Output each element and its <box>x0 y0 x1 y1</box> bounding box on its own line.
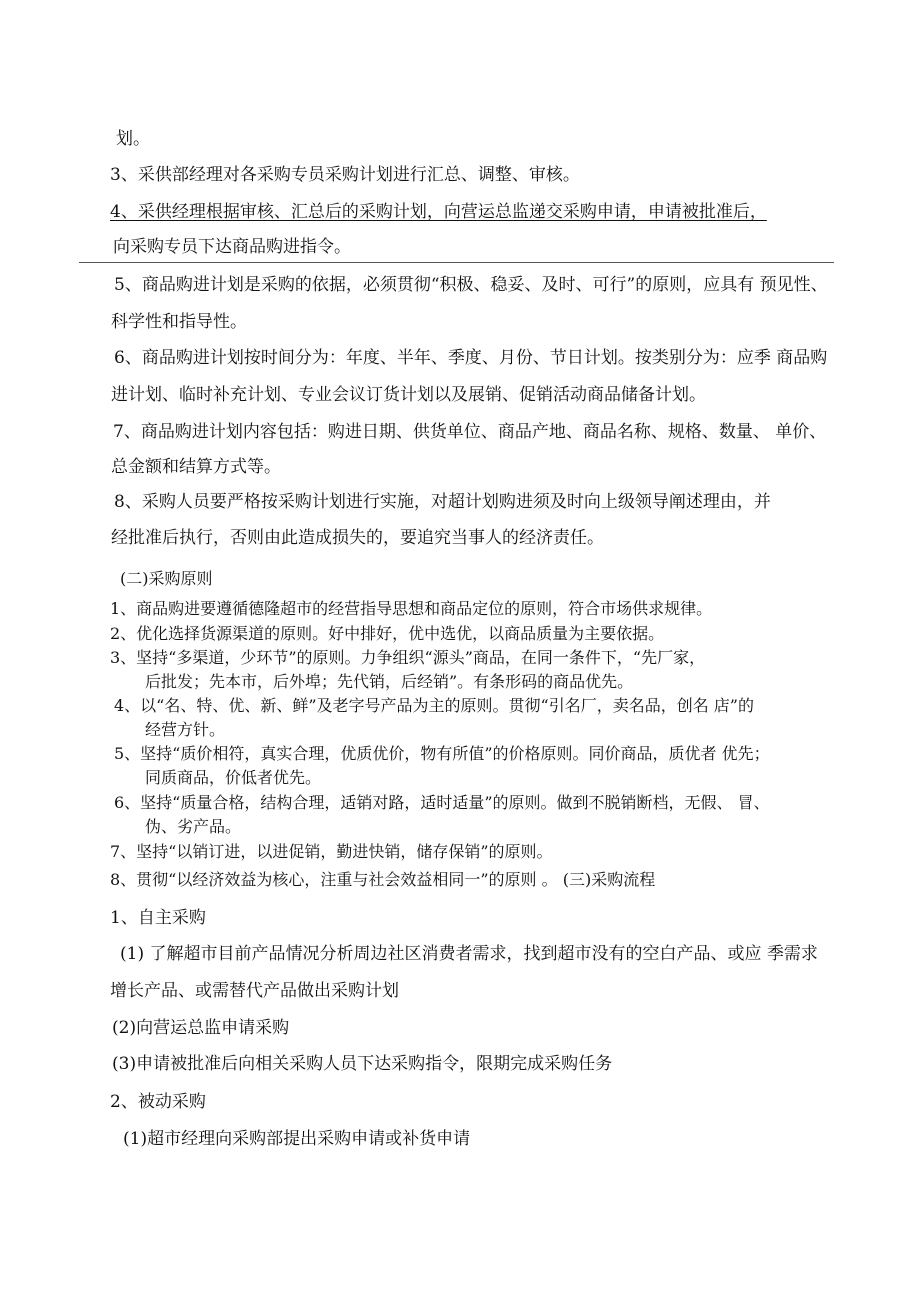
text-line: 5、商品购进计划是采购的依据，必须贯彻“积极、稳妥、及时、可行”的原则，应具有 预见性、 <box>114 275 828 295</box>
text-line: (1)超市经理向采购部提出采购申请或补货申请 <box>123 1129 471 1149</box>
subsection-heading: 2、被动采购 <box>110 1092 206 1112</box>
section-heading: (二)采购原则 <box>120 569 213 588</box>
list-item: 1、商品购进要遵循德隆超市的经营指导思想和商品定位的原则，符合市场供求规律。 <box>110 599 713 618</box>
text-line: 8、采购人员要严格按采购计划进行实施，对超计划购进须及时向上级领导阐述理由，并 <box>114 492 771 512</box>
text-line-underlined: 4、采供经理根据审核、汇总后的采购计划，向营运总监递交采购申请，申请被批准后， <box>110 202 767 222</box>
text-line: 6、商品购进计划按时间分为：年度、半年、季度、月份、节日计划。按类别分为：应季 商品购 <box>114 348 828 368</box>
list-item-continuation: 同质商品，价低者优先。 <box>145 768 322 787</box>
text-line: 向采购专员下达商品购进指令。 <box>113 237 351 257</box>
text-line: (3)申请被批准后向相关采购人员下达采购指令，限期完成采购任务 <box>112 1054 613 1074</box>
text-line: 3、采供部经理对各采购专员采购计划进行汇总、调整、审核。 <box>110 165 580 185</box>
text-line: 经批准后执行，否则由此造成损失的，要追究当事人的经济责任。 <box>111 528 604 548</box>
text-line: 7、商品购进计划内容包括：购进日期、供货单位、商品产地、商品名称、规格、数量、 单价、 <box>113 422 827 442</box>
list-item: 8、贯彻“以经济效益为核心，注重与社会效益相同一”的原则 。 (三)采购流程 <box>110 870 656 889</box>
subsection-heading: 1、自主采购 <box>110 908 206 928</box>
text-line: (1) 了解超市目前产品情况分析周边社区消费者需求，找到超市没有的空白产品、或应 季需求 <box>120 944 818 964</box>
text-line: 总金额和结算方式等。 <box>111 457 281 477</box>
text-line: 划。 <box>116 129 150 149</box>
text-line: 增长产品、或需替代产品做出采购计划 <box>110 981 399 1001</box>
list-item: 6、坚持“质量合格，结构合理，适销对路，适时适量”的原则。做到不脱销断档，无假、 冒、 <box>114 793 770 812</box>
text-line: 科学性和指导性。 <box>111 312 247 332</box>
text-line: 进计划、临时补充计划、专业会议订货计划以及展销、促销活动商品储备计划。 <box>111 385 706 405</box>
list-item: 7、坚持“以销订进，以进促销，勤进快销，储存保销”的原则。 <box>110 842 553 861</box>
section-divider <box>79 262 834 263</box>
text-line: (2)向营运总监申请采购 <box>112 1018 290 1038</box>
list-item-continuation: 经营方针。 <box>145 720 226 739</box>
list-item: 2、优化选择货源渠道的原则。好中排好，优中选优，以商品质量为主要依据。 <box>110 624 665 643</box>
list-item: 5、坚持“质价相符，真实合理，优质优价，物有所值”的价格原则。同价商品，质优者 优先； <box>114 744 770 763</box>
list-item: 4、以“名、特、优、新、鲜”及老字号产品为主的原则。贯彻“引名厂，卖名品，创名 店”的 <box>114 696 754 715</box>
list-item-continuation: 伪、劣产品。 <box>145 817 242 836</box>
list-item: 3、坚持“多渠道，少环节”的原则。力争组织“源头”商品，在同一条件下，“先厂家， <box>110 648 706 667</box>
list-item-continuation: 后批发；先本市，后外埠；先代销，后经销”。有条形码的商品优先。 <box>145 672 634 691</box>
